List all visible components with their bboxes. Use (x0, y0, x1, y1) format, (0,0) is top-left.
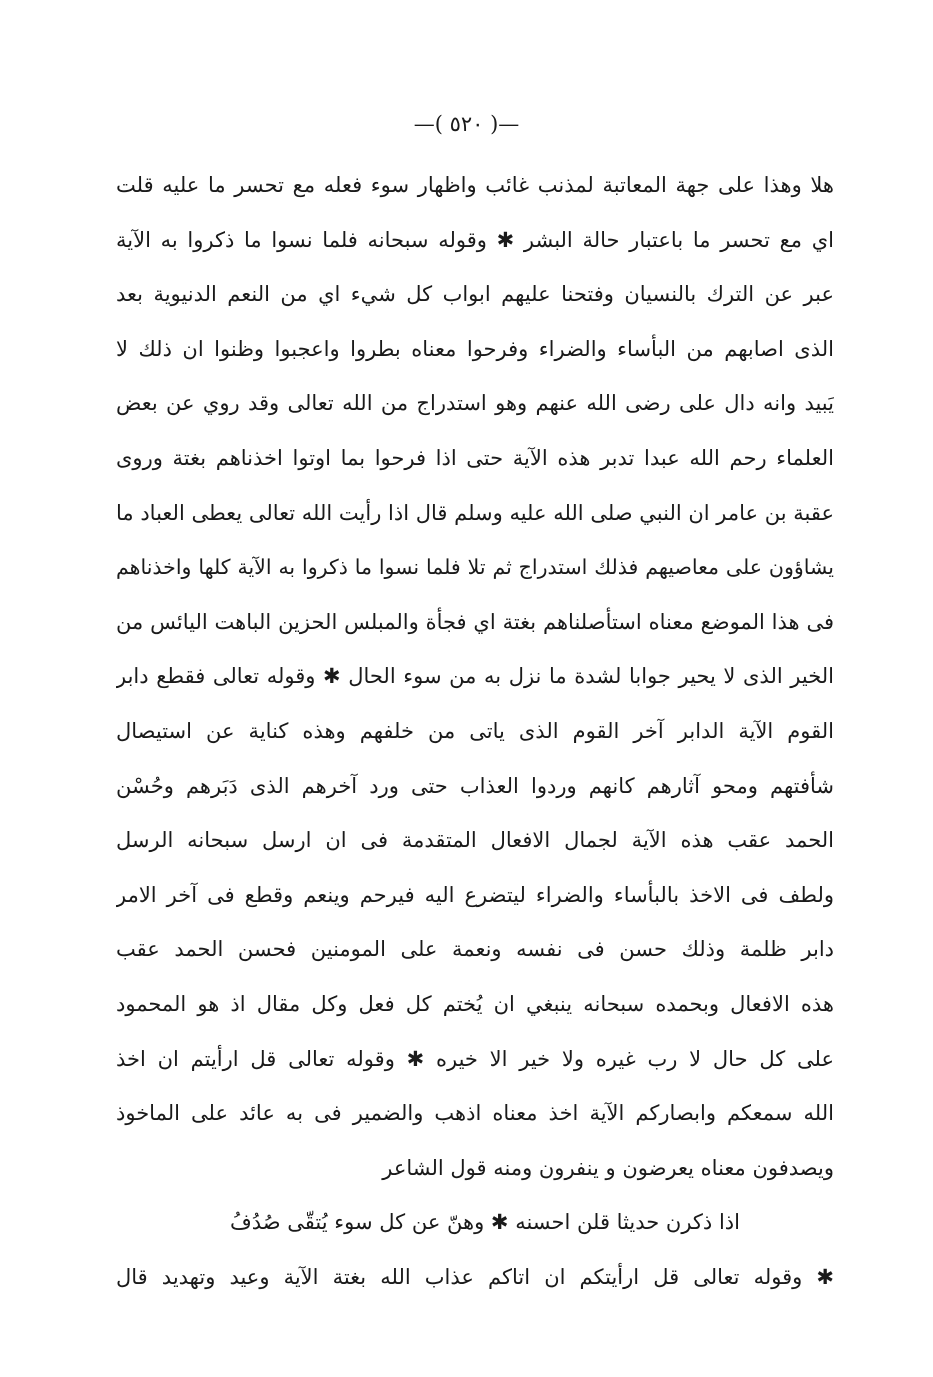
text-line: على كل حال لا رب غيره ولا خير الا خيره ✱ وقوله تعالى قل ارأيتم ان اخذ (116, 1046, 834, 1071)
text-line: الله سمعكم وابصاركم الآية اخذ معناه اذهب والضمير فى به عائد على الماخوذ (116, 1101, 834, 1126)
text-line: عقبة بن عامر ان النبي صلى الله عليه وسلم قال اذا رأيت الله تعالى يعطى العباد ما (116, 500, 834, 525)
text-line: هذه الافعال وبحمده سبحانه ينبغي ان يُختم كل فعل وكل مقال اذ هو المحمود (116, 991, 834, 1016)
text-line: شأفتهم ومحو آثارهم كانهم وردوا العذاب حتى ورد آخرهم الذى دَبَرهم وحُسْن (116, 773, 834, 798)
text-line: ولطف فى الاخذ بالبأساء والضراء ليتضرع اليه فيرحم وينعم وقطع فى آخر الامر (116, 882, 834, 907)
page-body (116, 158, 834, 1304)
text-line-last-paragraph: ويصدفون معناه يعرضون و ينفرون ومنه قول الشاعر (382, 1155, 834, 1180)
text-line: ✱ وقوله تعالى قل ارأيتكم ان اتاكم عذاب الله بغتة الآية وعيد وتهديد قال (116, 1264, 834, 1289)
page-number: —( ٥٢٠ )— (413, 112, 520, 136)
text-line: الذى اصابهم من البأساء والضراء وفرحوا معناه بطروا واعجبوا وظنوا ان ذلك لا (116, 336, 834, 361)
text-line: الخير الذى لا يحير جوابا لشدة ما نزل به من سوء الحال ✱ وقوله تعالى فقطع دابر (116, 664, 834, 689)
text-line: هلا وهذا على جهة المعاتبة لمذنب غائب واظهار سوء فعله مع تحسر ما عليه قلت (116, 173, 834, 197)
text-line: فى هذا الموضع معناه استأصلناهم بغتة اي فجأة والمبلس الحزين الباهت اليائس من (116, 609, 834, 634)
text-line: العلماء رحم الله عبدا تدبر هذه الآية حتى اذا فرحوا بما اوتوا اخذناهم بغتة وروى (116, 445, 834, 470)
text-line: يشاؤون على معاصيهم فذلك استدراج ثم تلا فلما نسوا ما ذكروا به الآية كلها واخذناهم (116, 555, 834, 580)
text-line: عبر عن الترك بالنسيان وفتحنا عليهم ابواب كل شيء اي من النعم الدنيوية بعد (116, 282, 834, 307)
text-line: يَبيد وانه دال على رضى الله عنهم وهو استدراج من الله تعالى وقد روي عن بعض (116, 391, 834, 416)
text-line: اي مع تحسر ما باعتبار حالة البشر ✱ وقوله سبحانه فلما نسوا ما ذكروا به الآية (116, 227, 834, 252)
text-line: الحمد عقب هذه الآية لجمال الافعال المتقدمة فى ان ارسل سبحانه الرسل (116, 828, 834, 853)
text-line: القوم الآية الدابر آخر القوم الذى ياتى من خلفهم وهذه كناية عن استيصال (116, 718, 834, 743)
text-line: دابر ظلمة وذلك حسن فى نفسه ونعمة على المومنين فحسن الحمد عقب (116, 937, 834, 962)
poetry-verse: اذا ذكرن حديثا قلن احسنه ✱ وهنّ عن كل سوء يُتقّى صُدُفُ (230, 1210, 740, 1235)
